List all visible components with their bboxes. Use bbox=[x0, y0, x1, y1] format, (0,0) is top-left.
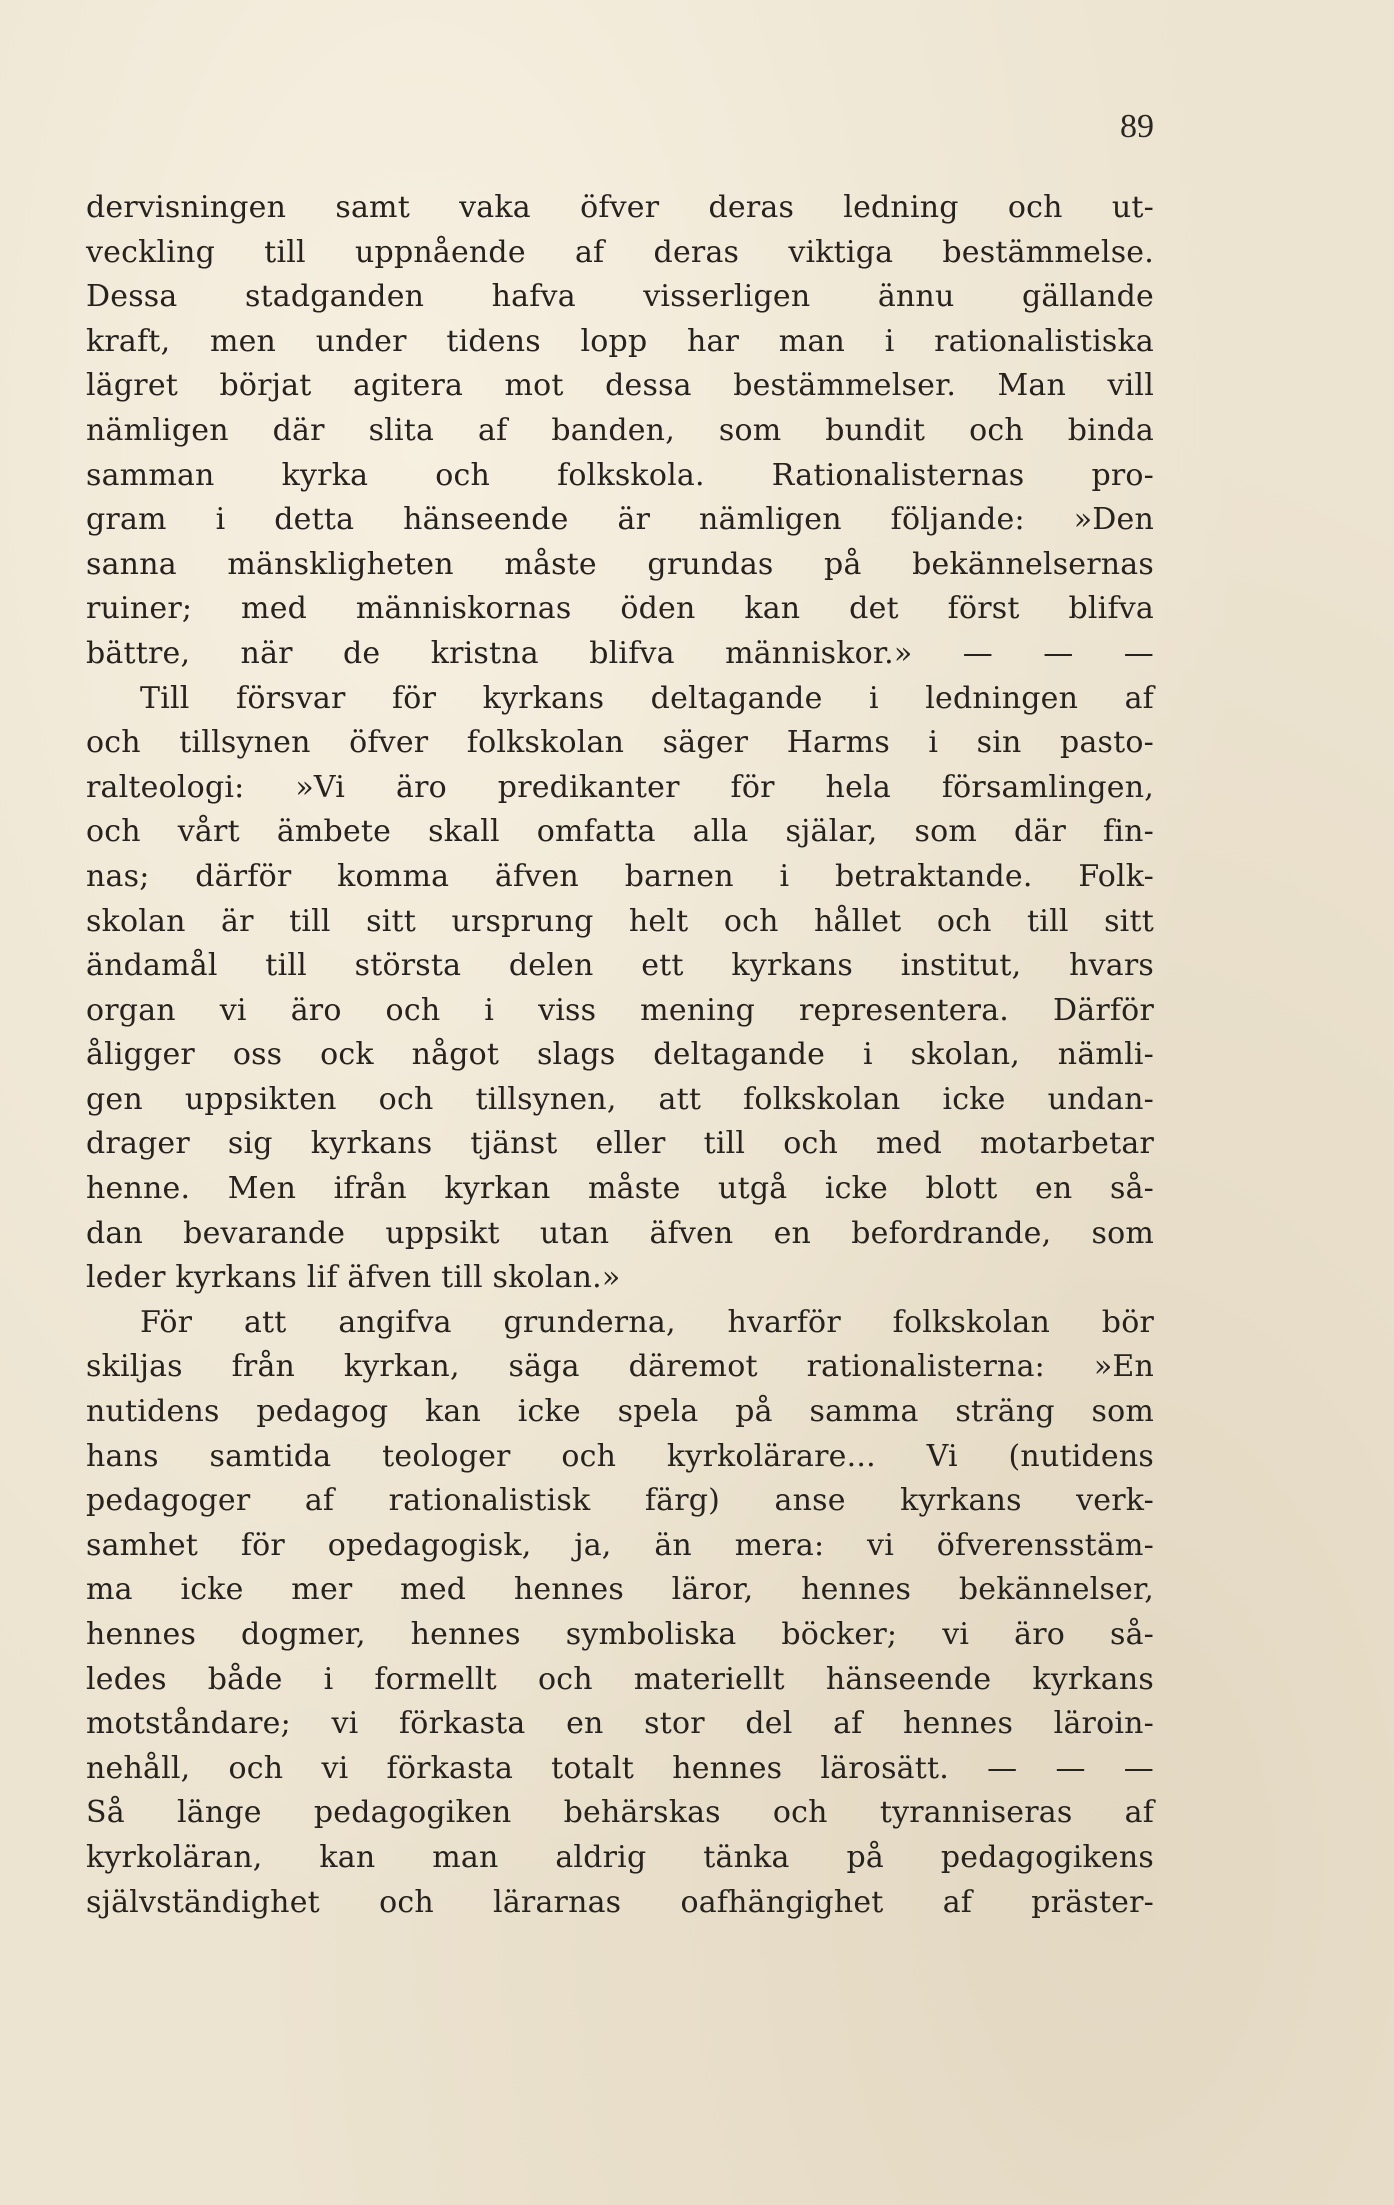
page-number: 89 bbox=[1120, 108, 1154, 145]
text-line: hans samtida teologer och kyrkolärare... Vi (nutidens bbox=[86, 1438, 1154, 1474]
text-line: henne. Men ifrån kyrkan måste utgå icke blott en så- bbox=[86, 1171, 1154, 1207]
text-line: skolan är till sitt ursprung helt och hållet och till sitt bbox=[86, 903, 1154, 939]
text-line: För att angifva grunderna, hvarför folkskolan bör bbox=[140, 1304, 1154, 1340]
text-line: Så länge pedagogiken behärskas och tyranniseras af bbox=[86, 1795, 1154, 1831]
text-line: nehåll, och vi förkasta totalt hennes lärosätt. — — — bbox=[86, 1750, 1154, 1786]
text-line: ma icke mer med hennes läror, hennes bekännelser, bbox=[86, 1572, 1154, 1608]
text-line: nas; därför komma äfven barnen i betraktande. Folk- bbox=[86, 858, 1154, 894]
text-line: gram i detta hänseende är nämligen följande: »Den bbox=[86, 502, 1154, 538]
text-line: kraft, men under tidens lopp har man i rationalistiska bbox=[86, 323, 1154, 359]
text-line: bättre, när de kristna blifva människor.» — — — bbox=[86, 635, 1154, 671]
text-line: och vårt ämbete skall omfatta alla själar, som där fin- bbox=[86, 814, 1154, 850]
text-line: lägret börjat agitera mot dessa bestämmelser. Man vill bbox=[86, 368, 1154, 404]
text-line: kyrkoläran, kan man aldrig tänka på pedagogikens bbox=[86, 1839, 1154, 1875]
text-line: sanna mänskligheten måste grundas på bekännelsernas bbox=[86, 546, 1154, 582]
text-line: ledes både i formellt och materiellt hänseende kyrkans bbox=[86, 1661, 1154, 1697]
text-line: motståndare; vi förkasta en stor del af hennes läroin- bbox=[86, 1706, 1154, 1742]
text-line: leder kyrkans lif äfven till skolan.» bbox=[86, 1260, 621, 1296]
text-line: åligger oss ock något slags deltagande i skolan, nämli- bbox=[86, 1037, 1154, 1073]
text-line: nämligen där slita af banden, som bundit och binda bbox=[86, 412, 1154, 448]
text-line: dan bevarande uppsikt utan äfven en befordrande, som bbox=[86, 1215, 1154, 1251]
text-line: nutidens pedagog kan icke spela på samma sträng som bbox=[86, 1394, 1154, 1430]
text-line: självständighet och lärarnas oafhängighet af präster- bbox=[86, 1884, 1154, 1920]
text-line: dervisningen samt vaka öfver deras ledning och ut- bbox=[86, 190, 1154, 225]
text-line: ruiner; med människornas öden kan det först blifva bbox=[86, 591, 1154, 627]
text-line: pedagoger af rationalistisk färg) anse kyrkans verk- bbox=[86, 1483, 1154, 1519]
text-line: gen uppsikten och tillsynen, att folkskolan icke undan- bbox=[86, 1081, 1154, 1117]
text-line: och tillsynen öfver folkskolan säger Harms i sin pasto- bbox=[86, 725, 1154, 761]
text-line: samhet för opedagogisk, ja, än mera: vi öfverensstäm- bbox=[86, 1527, 1154, 1563]
text-line: Dessa stadganden hafva visserligen ännu gällande bbox=[86, 279, 1154, 315]
text-line: skiljas från kyrkan, säga däremot rationalisterna: »En bbox=[86, 1349, 1154, 1385]
text-line: Till försvar för kyrkans deltagande i ledningen af bbox=[140, 680, 1154, 716]
text-line: organ vi äro och i viss mening representera. Därför bbox=[86, 992, 1154, 1028]
body-text bbox=[86, 186, 1154, 1925]
text-line: samman kyrka och folkskola. Rationalisternas pro- bbox=[86, 457, 1154, 493]
text-line: ändamål till största delen ett kyrkans institut, hvars bbox=[86, 948, 1154, 984]
text-line: drager sig kyrkans tjänst eller till och med motarbetar bbox=[86, 1126, 1154, 1162]
text-line: hennes dogmer, hennes symboliska böcker; vi äro så- bbox=[86, 1617, 1154, 1652]
text-line: ralteologi: »Vi äro predikanter för hela församlingen, bbox=[86, 769, 1154, 805]
text-line: veckling till uppnående af deras viktiga bestämmelse. bbox=[86, 234, 1154, 270]
